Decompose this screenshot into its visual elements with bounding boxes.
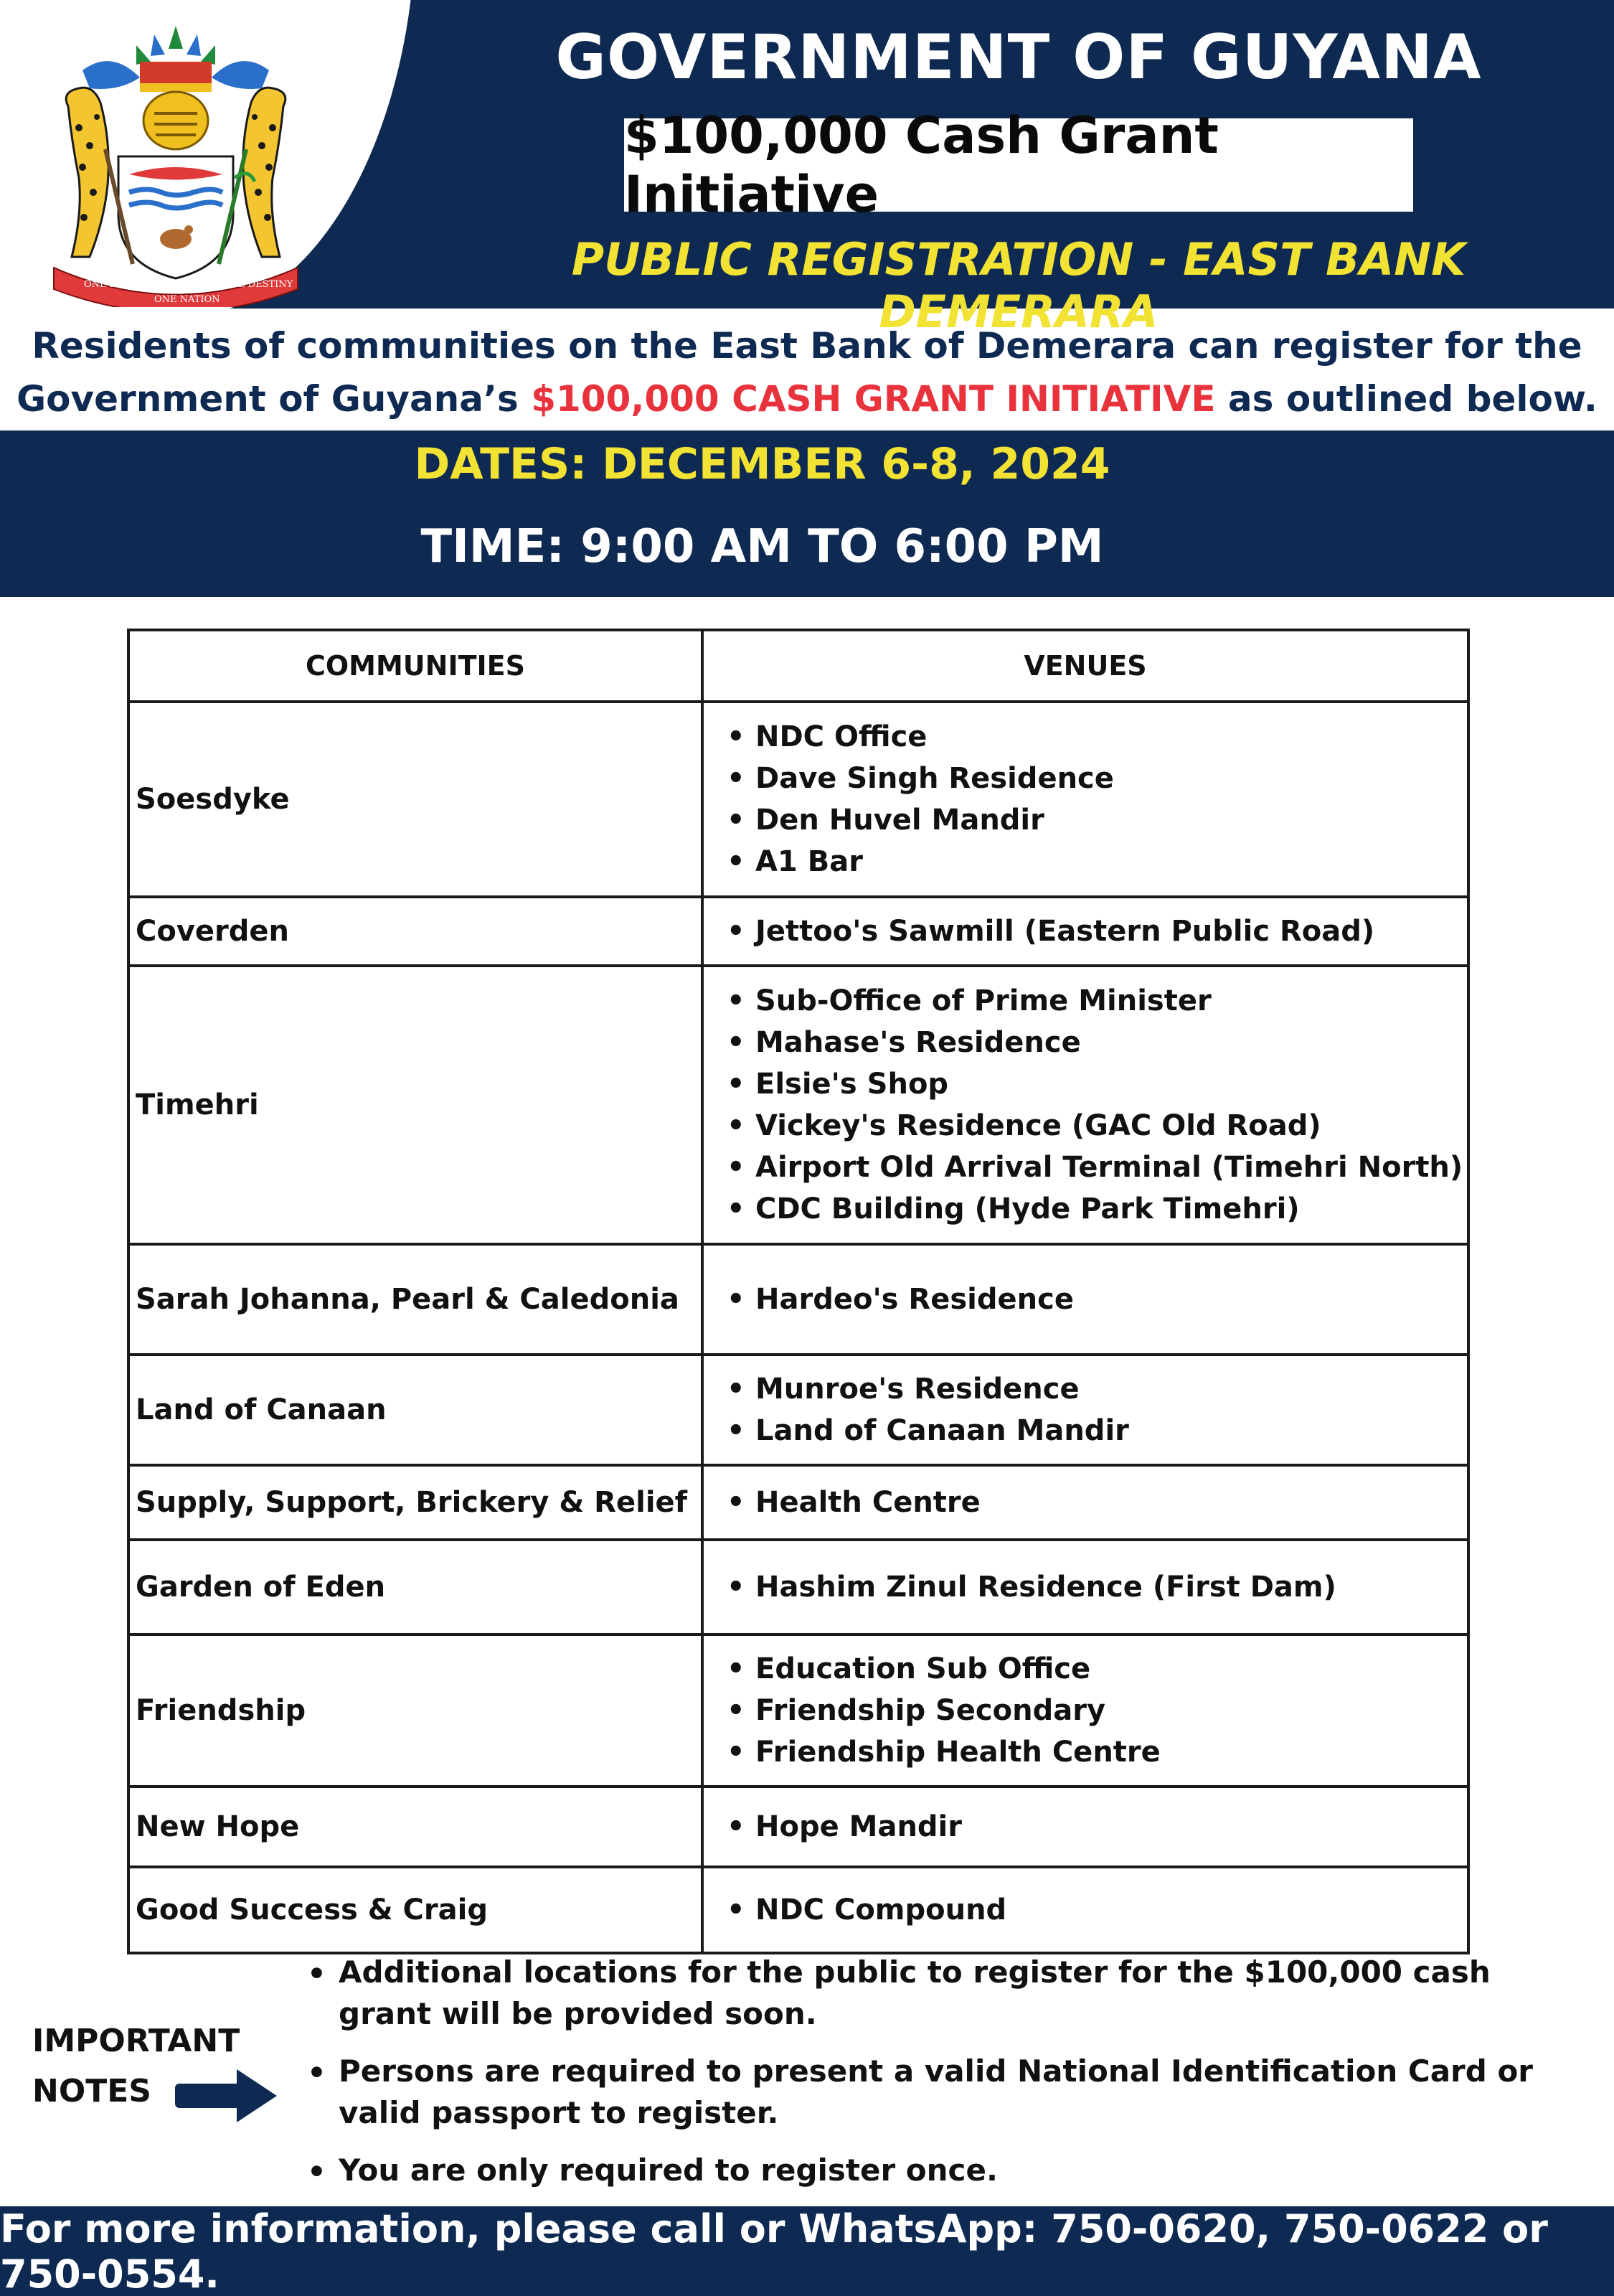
jaguar-left <box>66 88 108 257</box>
venue-item: • Hope Mandir <box>718 1806 1467 1848</box>
venue-item: • Vickey's Residence (GAC Old Road) <box>718 1105 1467 1147</box>
venue-cell <box>702 1634 1468 1787</box>
venue-cell <box>702 1787 1468 1867</box>
grant-title: $100,000 Cash Grant Initiative <box>624 106 1219 224</box>
header-venues: VENUES <box>702 630 1468 702</box>
table-row <box>128 702 1468 897</box>
venue-item: • Dave Singh Residence <box>718 758 1467 799</box>
venue-item: • Friendship Health Centre <box>718 1731 1467 1773</box>
crest-plumes <box>136 26 215 65</box>
venue-item: • Munroe's Residence <box>718 1368 1467 1410</box>
community-cell: Land of Canaan <box>128 1355 702 1465</box>
venue-item: • Mahase's Residence <box>718 1022 1467 1063</box>
community-cell: Supply, Support, Brickery & Relief <box>128 1465 702 1540</box>
table-row <box>128 1634 1468 1787</box>
table-row <box>128 1867 1468 1953</box>
community-cell: New Hope <box>128 1787 702 1867</box>
registration-dates: DATES: DECEMBER 6-8, 2024 <box>414 439 1110 489</box>
venue-item: • Land of Canaan Mandir <box>718 1410 1467 1452</box>
footer-band <box>0 2206 1614 2296</box>
table-row <box>128 1787 1468 1867</box>
venue-cell <box>702 1540 1468 1634</box>
community-cell: Coverden <box>128 897 702 966</box>
government-title: GOVERNMENT OF GUYANA <box>555 22 1482 93</box>
registration-time: TIME: 9:00 AM TO 6:00 PM <box>420 520 1104 573</box>
venue-item: • Health Centre <box>718 1482 1467 1523</box>
note-item: • Persons are required to present a valid National Identification Card or valid passport to register. <box>301 2051 1578 2134</box>
venue-cell <box>702 1465 1468 1540</box>
intro-line-2 <box>0 372 1614 425</box>
community-cell: Friendship <box>128 1634 702 1787</box>
venue-item: • Elsie's Shop <box>718 1063 1467 1105</box>
arrow-right-icon <box>172 2066 280 2125</box>
community-cell: Good Success & Craig <box>128 1867 702 1953</box>
motto-text-1: ONE PEOPLE <box>84 279 150 290</box>
community-cell: Garden of Eden <box>128 1540 702 1634</box>
community-cell: Soesdyke <box>128 702 702 897</box>
community-cell: Sarah Johanna, Pearl & Caledonia <box>128 1244 702 1355</box>
venue-item: • Hardeo's Residence <box>718 1279 1467 1320</box>
intro-line-2-start: Government of Guyana’s <box>16 378 532 420</box>
registration-title: PUBLIC REGISTRATION - EAST BANK DEMERARA <box>571 233 1466 338</box>
venue-item: • Hashim Zinul Residence (First Dam) <box>718 1566 1467 1608</box>
venue-item: • Friendship Secondary <box>718 1690 1467 1731</box>
motto-text-3: ONE DESTINY <box>222 279 293 290</box>
venue-item: • Den Huvel Mandir <box>718 799 1467 841</box>
venue-cell <box>702 1867 1468 1953</box>
intro-highlight: $100,000 CASH GRANT INITIATIVE <box>531 378 1216 420</box>
venue-item: • Sub-Office of Prime Minister <box>718 980 1467 1022</box>
intro-line-2-end: as outlined below. <box>1215 378 1598 420</box>
notes-list <box>301 1952 1578 2207</box>
intro-line-1: Residents of communities on the East Bank of Demerara can register for the <box>32 325 1582 367</box>
venue-cell <box>702 1244 1468 1355</box>
note-item: • Additional locations for the public to register for the $100,000 cash grant will be provided soon. <box>301 1952 1578 2035</box>
header-communities: COMMUNITIES <box>128 630 702 702</box>
coat-of-arms-icon <box>39 20 312 307</box>
grant-title-box <box>624 106 1413 224</box>
venue-cell <box>702 966 1468 1244</box>
table-row <box>128 1355 1468 1465</box>
venue-item: • Education Sub Office <box>718 1648 1467 1690</box>
venue-item: • Jettoo's Sawmill (Eastern Public Road) <box>718 911 1467 952</box>
table-row <box>128 966 1468 1244</box>
notes-label-line-2: NOTES <box>32 2073 151 2109</box>
venue-item: • NDC Compound <box>718 1889 1467 1931</box>
note-item: • You are only required to register once. <box>301 2150 1578 2191</box>
venue-cell <box>702 897 1468 966</box>
intro-text <box>0 319 1614 425</box>
table-row <box>128 1244 1468 1355</box>
notes-label-line-1: IMPORTANT <box>32 2023 240 2059</box>
venue-item: • Airport Old Arrival Terminal (Timehri North) <box>718 1147 1467 1188</box>
table-row <box>128 1465 1468 1540</box>
community-cell: Timehri <box>128 966 702 1244</box>
venue-cell <box>702 1355 1468 1465</box>
table-row <box>128 1540 1468 1634</box>
contact-info: For more information, please call or WhatsApp: 750-0620, 750-0622 or 750-0554. <box>0 2206 1548 2296</box>
table-row <box>128 897 1468 966</box>
motto-text-2: ONE NATION <box>154 294 220 305</box>
venue-item: • CDC Building (Hyde Park Timehri) <box>718 1188 1467 1230</box>
jaguar-right <box>243 88 285 257</box>
table-header-row <box>128 630 1468 702</box>
venue-item: • A1 Bar <box>718 841 1467 883</box>
venue-cell <box>702 702 1468 897</box>
venues-table <box>127 629 1470 1954</box>
crest-shield <box>118 156 233 278</box>
venue-item: • NDC Office <box>718 716 1467 758</box>
